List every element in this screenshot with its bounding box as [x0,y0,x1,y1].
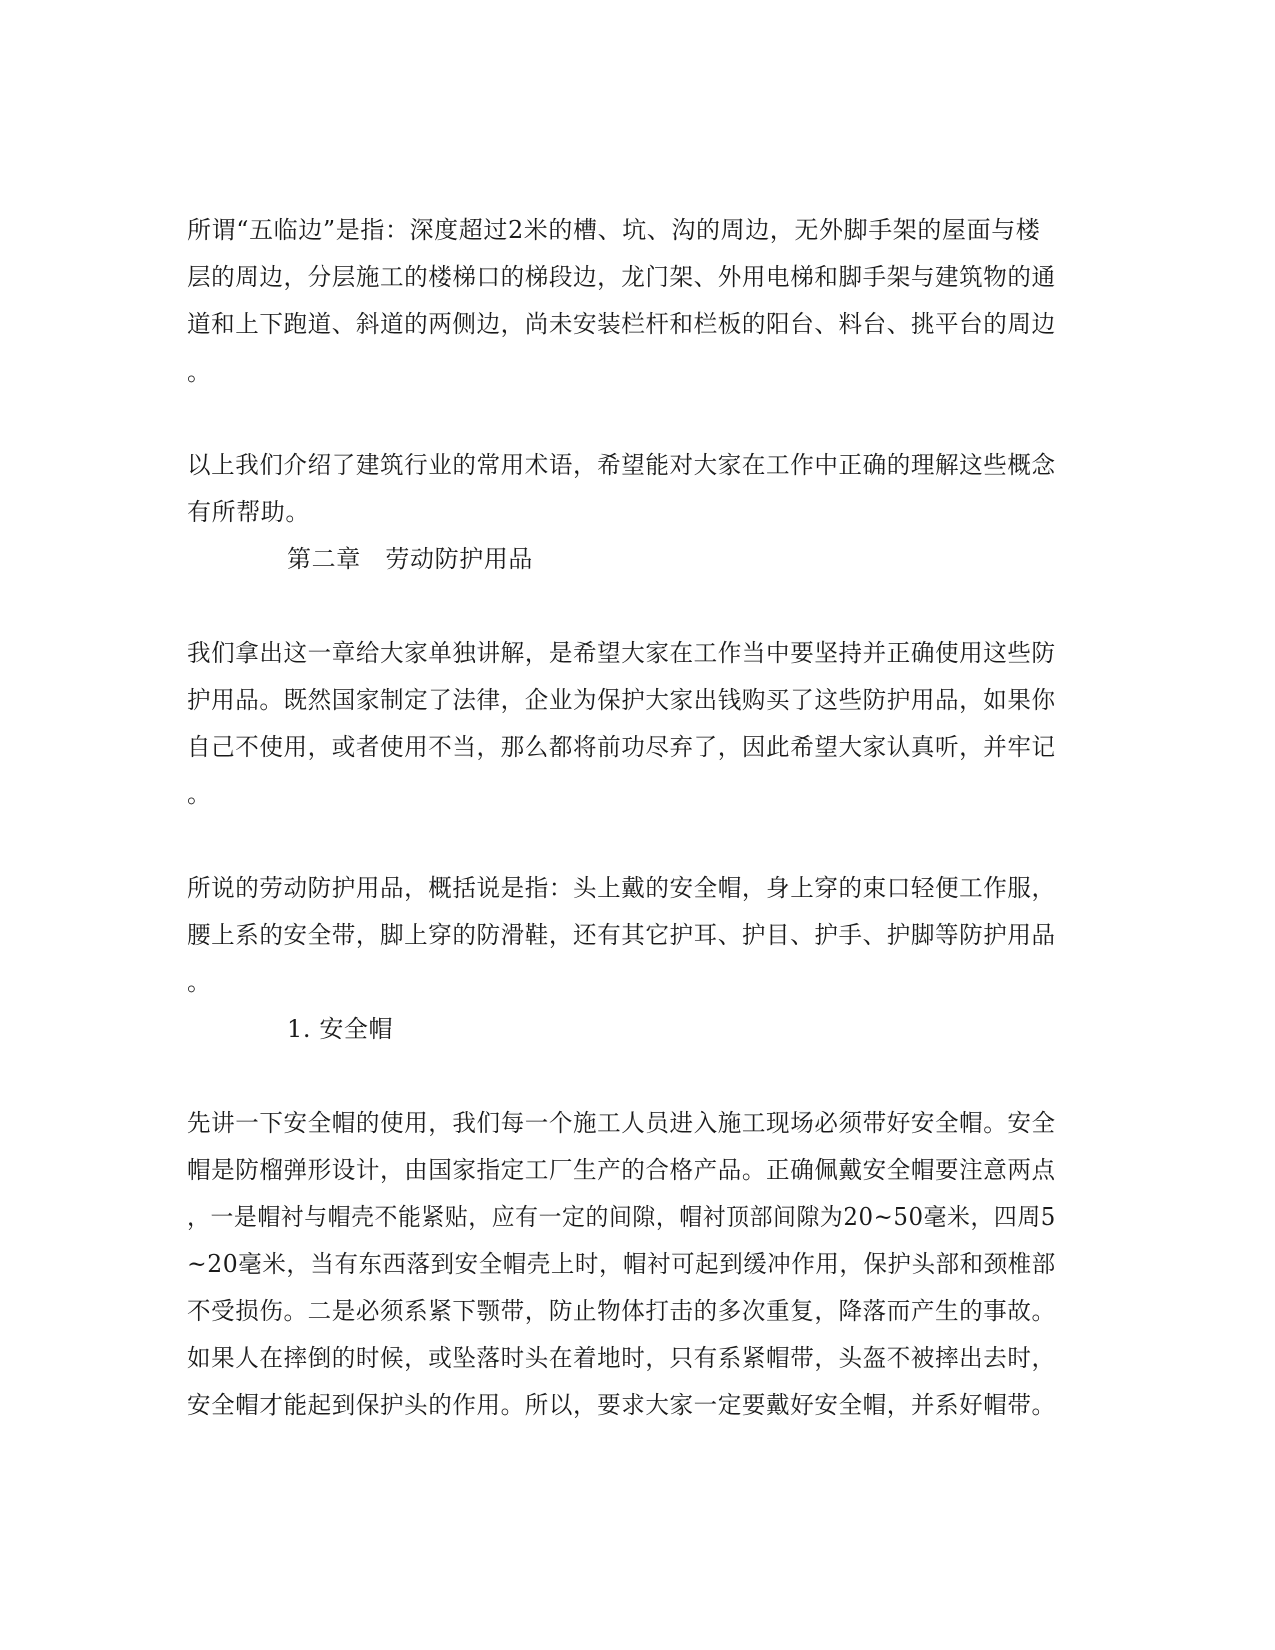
paragraph-line: 。 [187,358,212,386]
chapter-heading: 第二章 劳动防护用品 [287,545,533,573]
paragraph-line: 以上我们介绍了建筑行业的常用术语，希望能对大家在工作中正确的理解这些概念 [187,451,1056,479]
paragraph-line: 有所帮助。 [187,498,310,526]
paragraph-line: 护用品。既然国家制定了法律，企业为保护大家出钱购买了这些防护用品，如果你 [187,686,1056,714]
paragraph-line: 所谓“五临边”是指：深度超过2米的槽、坑、沟的周边，无外脚手架的屋面与楼 [187,216,1041,244]
section-heading: 1. 安全帽 [287,1015,394,1043]
paragraph-line: ，一是帽衬与帽壳不能紧贴，应有一定的间隙，帽衬顶部间隙为20~50毫米，四周5 [187,1203,1056,1231]
paragraph-line: 如果人在摔倒的时候，或坠落时头在着地时，只有系紧帽带，头盔不被摔出去时， [187,1344,1056,1372]
paragraph-line: 帽是防榴弹形设计，由国家指定工厂生产的合格产品。正确佩戴安全帽要注意两点 [187,1156,1056,1184]
paragraph-line: 道和上下跑道、斜道的两侧边，尚未安装栏杆和栏板的阳台、料台、挑平台的周边 [187,310,1056,338]
paragraph-line: 安全帽才能起到保护头的作用。所以，要求大家一定要戴好安全帽，并系好帽带。 [187,1391,1056,1419]
paragraph-line: ~20毫米，当有东西落到安全帽壳上时，帽衬可起到缓冲作用，保护头部和颈椎部 [187,1250,1056,1278]
paragraph-line: 所说的劳动防护用品，概括说是指：头上戴的安全帽，身上穿的束口轻便工作服， [187,874,1056,902]
paragraph-line: 不受损伤。二是必须系紧下颚带，防止物体打击的多次重复，降落而产生的事故。 [187,1297,1056,1325]
paragraph-line: 腰上系的安全带，脚上穿的防滑鞋，还有其它护耳、护目、护手、护脚等防护用品 [187,921,1056,949]
paragraph-line: 自己不使用，或者使用不当，那么都将前功尽弃了，因此希望大家认真听，并牢记 [187,733,1056,761]
paragraph-line: 。 [187,968,212,996]
paragraph-line: 我们拿出这一章给大家单独讲解，是希望大家在工作当中要坚持并正确使用这些防 [187,639,1056,667]
paragraph-line: 先讲一下安全帽的使用，我们每一个施工人员进入施工现场必须带好安全帽。安全 [187,1109,1056,1137]
paragraph-line: 。 [187,780,212,808]
paragraph-line: 层的周边，分层施工的楼梯口的梯段边，龙门架、外用电梯和脚手架与建筑物的通 [187,263,1056,291]
